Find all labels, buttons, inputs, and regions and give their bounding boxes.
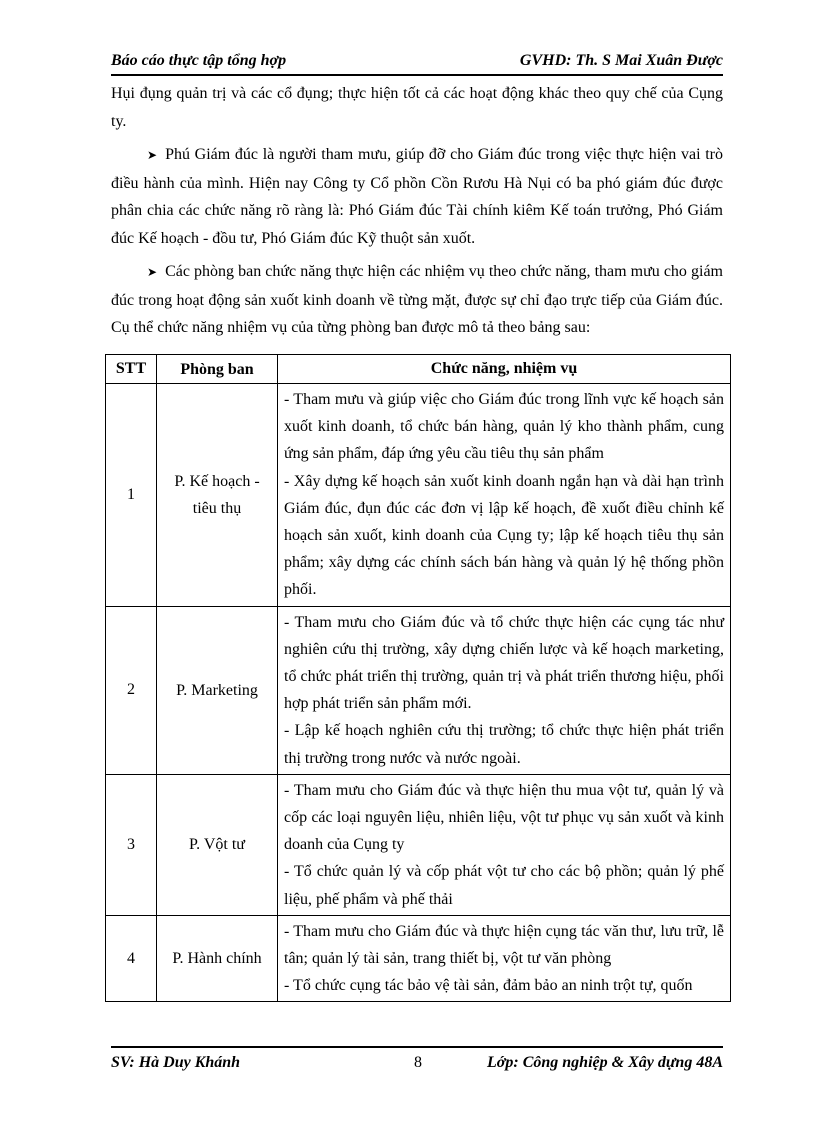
header-supervisor: GVHD: Th. S Mai Xuân Được	[519, 52, 723, 69]
page-footer	[111, 1046, 723, 1076]
paragraph-1: Hụi đụng quản trị và các cổ đụng; thực hiện tốt cả các hoạt động khác theo quy chế của Cụng ty.	[111, 85, 723, 130]
function-line: - Tham mưu cho Giám đúc và tổ chức thực hiện các cụng tác như nghiên cứu thị trường, xây dựng chiến lược và kế hoạch marketing, tổ chức phát triển thị trường, quản trị và phát triển thương hiệu, phối hợp phát triển sản phẩm mới.	[284, 613, 724, 713]
row-department: P. Vột tư	[157, 774, 278, 915]
function-line: - Tổ chức cụng tác bảo vệ tài sản, đảm bảo an ninh trột tự, quốn	[284, 977, 693, 995]
body-text	[111, 80, 723, 348]
row-stt: 2	[106, 606, 157, 774]
page-header	[111, 50, 723, 76]
row-department: P. Kế hoạch - tiêu thụ	[157, 384, 278, 607]
function-line: - Tham mưu và giúp việc cho Giám đúc trong lĩnh vực kế hoạch sản xuốt kinh doanh, tổ chức bán hàng, quản lý kho thành phẩm, cung ứng sản phẩm, đáp ứng yêu cầu tiêu thụ sản phẩm	[284, 391, 724, 463]
row-department: P. Hành chính	[157, 915, 278, 1002]
header-function: Chức năng, nhiệm vụ	[278, 355, 731, 384]
row-stt: 4	[106, 915, 157, 1002]
row-stt: 3	[106, 774, 157, 915]
row-function	[278, 384, 731, 607]
header-stt: STT	[106, 355, 157, 384]
function-line: - Tham mưu cho Giám đúc và thực hiện thu mua vột tư, quản lý và cốp các loại nguyên liệu, nhiên liệu, vột tư phục vụ sản xuốt và kinh doanh của Cụng ty	[284, 781, 724, 854]
function-line: - Xây dựng kế hoạch sản xuốt kinh doanh ngắn hạn và dài hạn trình Giám đúc, đụn đúc các đơn vị lập kế hoạch, đề xuốt điều chỉnh kế hoạch sản xuốt, kinh doanh của Cụng ty; lập kế hoạch tiêu thụ sản phẩm; xây dựng các chính sách bán hàng và quản lý hệ thống phồn phối.	[284, 472, 724, 599]
page-number: 8	[414, 1054, 422, 1071]
footer-class: Lớp: Công nghiệp & Xây dựng 48A	[487, 1054, 723, 1071]
function-line: - Tham mưu cho Giám đúc và thực hiện cụng tác văn thư, lưu trữ, lễ tân; quản lý tài sản, trang thiết bị, vột tư văn phòng	[284, 922, 724, 968]
row-department: P. Marketing	[157, 606, 278, 774]
table-row	[106, 384, 731, 607]
paragraph-2	[111, 141, 723, 252]
header-department: Phòng ban	[157, 355, 278, 384]
arrow-bullet-icon: ➤	[147, 148, 158, 162]
header-report-title: Báo cáo thực tập tổng hợp	[111, 52, 287, 69]
row-function	[278, 915, 731, 1002]
function-line: - Lập kế hoạch nghiên cứu thị trường; tổ chức thực hiện phát triển thị trường trong nước và nước ngoài.	[284, 722, 724, 767]
row-stt: 1	[106, 384, 157, 607]
function-line: - Tổ chức quản lý và cốp phát vột tư cho các bộ phồn; quản lý phế liệu, phế phẩm và phế thải	[284, 863, 724, 908]
row-function	[278, 606, 731, 774]
table-row	[106, 915, 731, 1002]
paragraph-3-text: Các phòng ban chức năng thực hiện các nhiệm vụ theo chức năng, tham mưu cho giám đúc trong hoạt động sản xuốt kinh doanh về từng mặt, được sự chỉ đạo trực tiếp của Giám đúc. Cụ thể chức năng nhiệm vụ của từng phòng ban được mô tả theo bảng sau:	[111, 263, 723, 336]
footer-student: SV: Hà Duy Khánh	[111, 1054, 241, 1071]
table-row	[106, 774, 731, 915]
table-header-row	[106, 355, 731, 384]
arrow-bullet-icon: ➤	[147, 265, 158, 279]
department-table	[105, 354, 731, 1002]
paragraph-3	[111, 258, 723, 342]
paragraph-2-text: Phú Giám đúc là người tham mưu, giúp đỡ cho Giám đúc trong việc thực hiện vai trò điều hành của mình. Hiện nay Công ty Cổ phồn Cồn Rươu Hà Nụi có ba phó giám đúc được phân chia các chức năng rõ ràng là: Phó Giám đúc Tài chính kiêm Kế toán trưởng, Phó Giám đúc Kế hoạch - đồu tư, Phó Giám đúc Kỹ thuột sản xuốt.	[111, 146, 723, 247]
table-row	[106, 606, 731, 774]
row-function	[278, 774, 731, 915]
